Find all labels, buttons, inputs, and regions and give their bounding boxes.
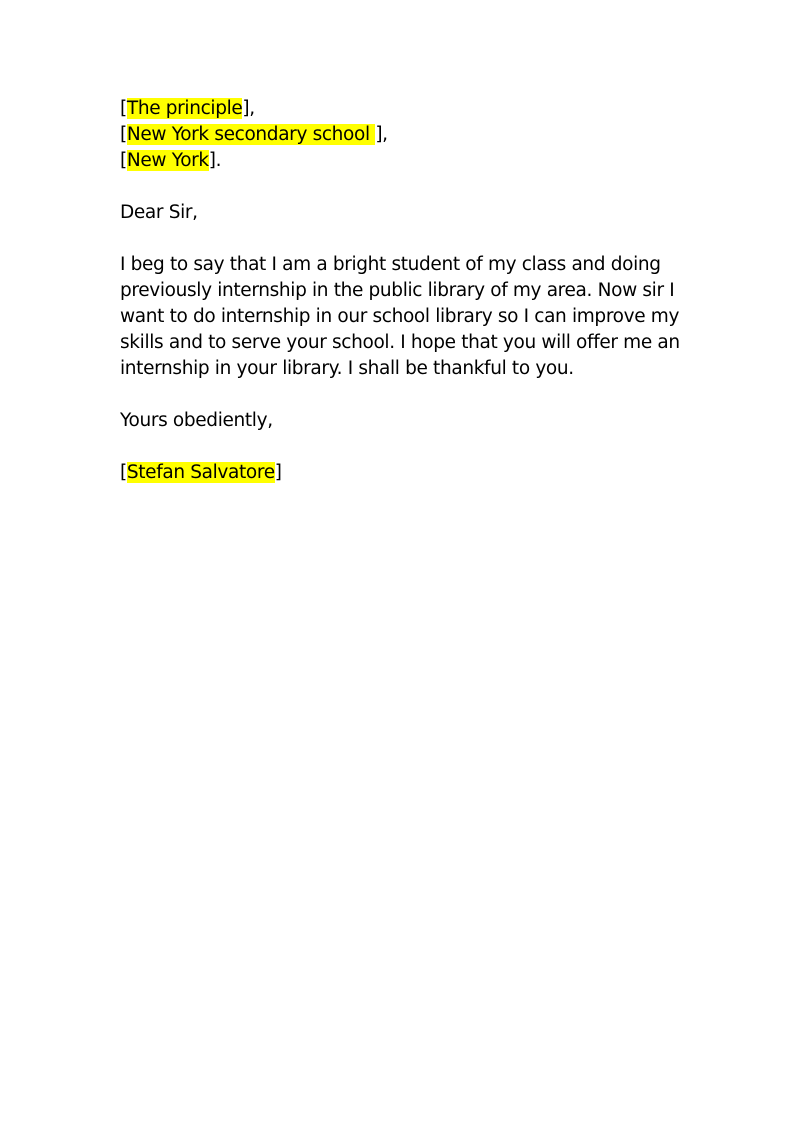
spacer bbox=[120, 434, 680, 460]
spacer bbox=[120, 382, 680, 408]
city-line bbox=[120, 148, 680, 174]
open-bracket: [ bbox=[120, 124, 127, 145]
school-placeholder[interactable]: New York secondary school bbox=[126, 124, 376, 145]
spacer bbox=[120, 226, 680, 252]
signature-placeholder[interactable]: Stefan Salvatore bbox=[126, 462, 275, 483]
salutation: Dear Sir, bbox=[120, 202, 198, 223]
school-line bbox=[120, 122, 680, 148]
recipient-line bbox=[120, 96, 680, 122]
body-line: skills and to serve your school. I hope that you will offer me an bbox=[120, 332, 680, 353]
close-bracket-comma: ], bbox=[242, 98, 255, 119]
signature-line bbox=[120, 460, 680, 486]
body-line: previously internship in the public library of my area. Now sir I bbox=[120, 280, 675, 301]
body-line: want to do internship in our school library so I can improve my bbox=[120, 306, 680, 327]
body-paragraph bbox=[120, 252, 680, 382]
close-bracket: ] bbox=[274, 462, 282, 483]
closing: Yours obediently, bbox=[120, 410, 273, 431]
body-line: I beg to say that I am a bright student of my class and doing bbox=[120, 254, 661, 275]
body-line: internship in your library. I shall be thankful to you. bbox=[120, 358, 574, 379]
open-bracket: [ bbox=[120, 462, 127, 483]
open-bracket: [ bbox=[120, 150, 127, 171]
letter-body bbox=[120, 96, 680, 486]
recipient-placeholder[interactable]: The principle bbox=[126, 98, 243, 119]
close-bracket-comma: ], bbox=[375, 124, 388, 145]
spacer bbox=[120, 174, 680, 200]
open-bracket: [ bbox=[120, 98, 127, 119]
city-placeholder[interactable]: New York bbox=[126, 150, 209, 171]
close-bracket-period: ]. bbox=[208, 150, 222, 171]
